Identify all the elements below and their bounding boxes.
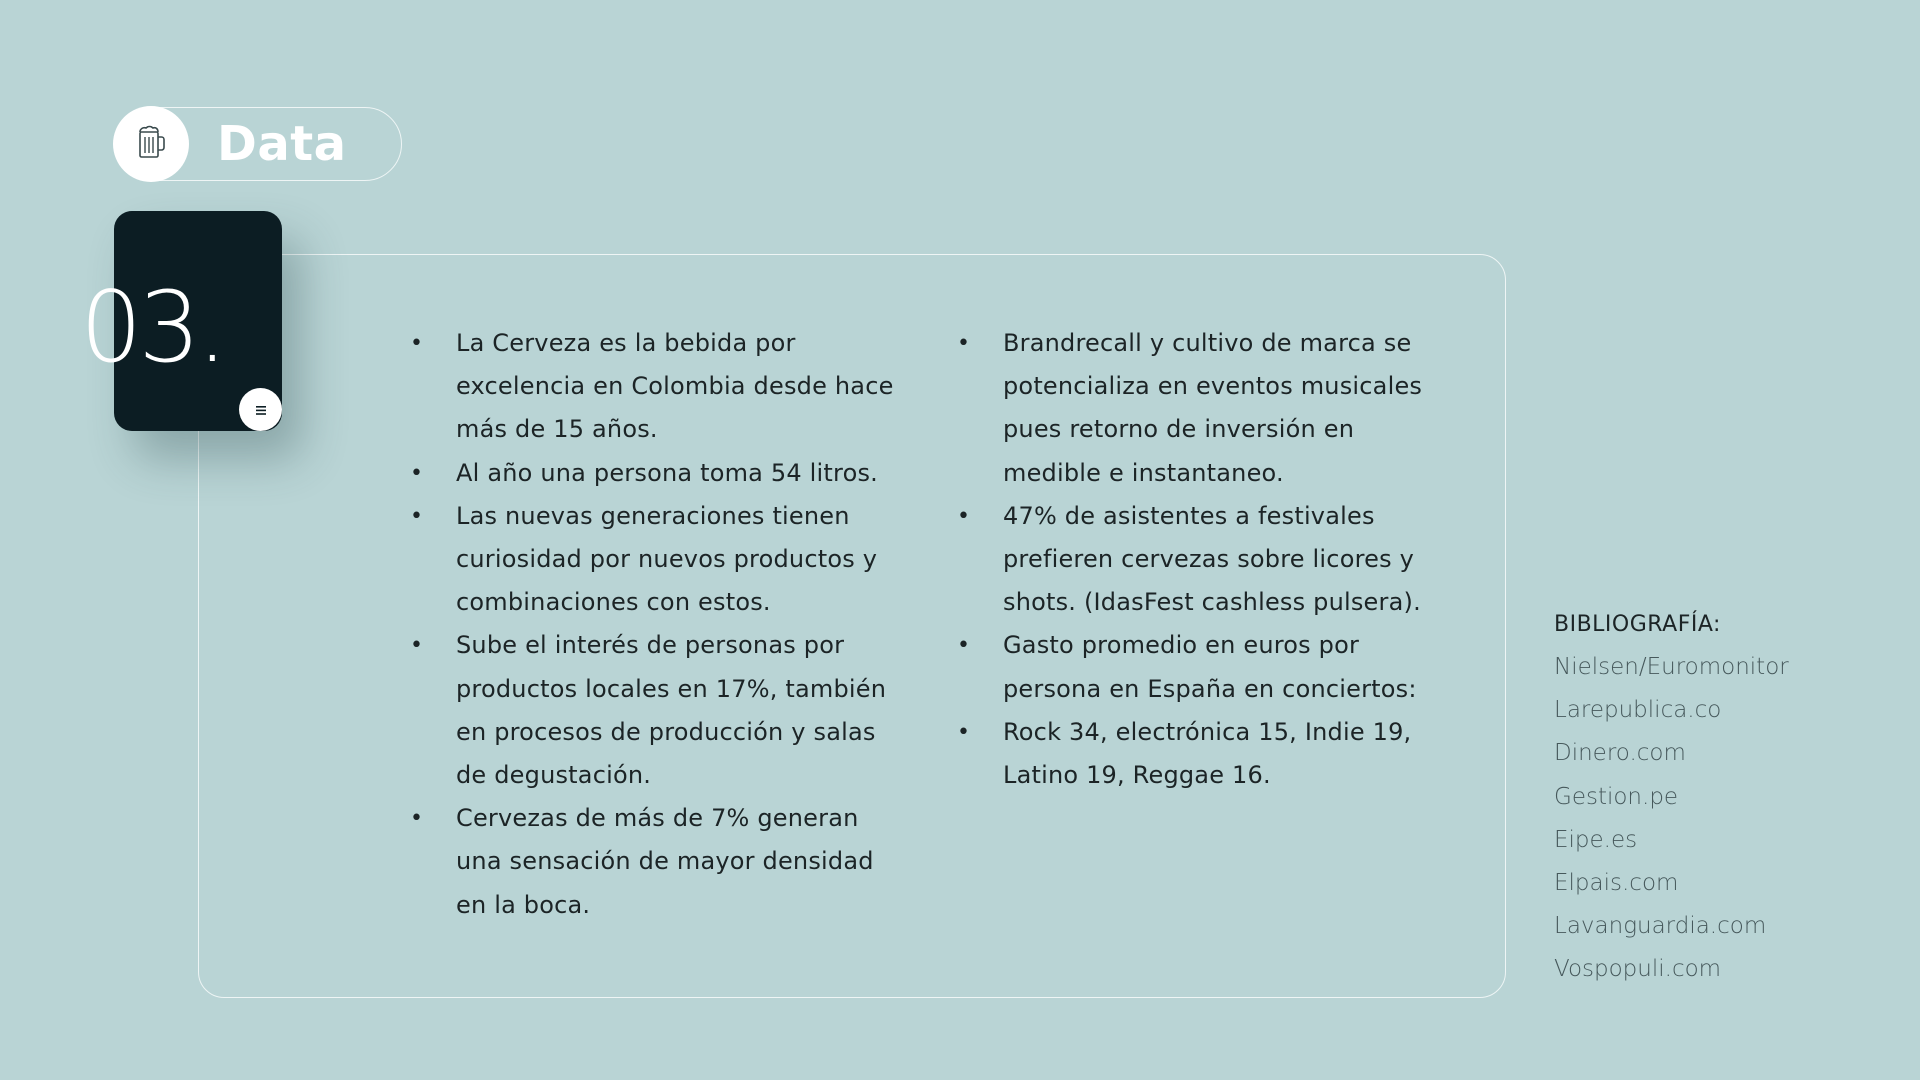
page-title: Data xyxy=(217,116,347,172)
list-item: • Sube el interés de personas por productos locales en 17%, también en procesos de producción y salas de degustación. xyxy=(410,624,910,797)
menu-button[interactable] xyxy=(239,388,282,431)
list-item: • Rock 34, electrónica 15, Indie 19, Latino 19, Reggae 16. xyxy=(957,711,1427,797)
right-bullet-list xyxy=(957,322,1427,797)
list-item: • Cervezas de más de 7% generan una sensación de mayor densidad en la boca. xyxy=(410,797,910,927)
left-bullet-list xyxy=(410,322,910,927)
menu-icon xyxy=(256,400,266,419)
bibliography-source: Vospopuli.com xyxy=(1554,956,1722,983)
list-item: • Las nuevas generaciones tienen curiosidad por nuevos productos y combinaciones con estos. xyxy=(410,495,910,625)
list-item: • Gasto promedio en euros por persona en España en conciertos: xyxy=(957,624,1427,710)
section-header-pill xyxy=(114,107,402,181)
bibliography-title: BIBLIOGRAFÍA: xyxy=(1554,612,1721,637)
list-item: • Al año una persona toma 54 litros. xyxy=(410,452,910,495)
bibliography-source: Elpais.com xyxy=(1554,870,1679,897)
list-item: • 47% de asistentes a festivales prefieren cervezas sobre licores y shots. (IdasFest cashless pulsera). xyxy=(957,495,1427,625)
bibliography-source: Dinero.com xyxy=(1554,740,1686,767)
list-item: • La Cerveza es la bebida por excelencia en Colombia desde hace más de 15 años. xyxy=(410,322,910,452)
bibliography-source: Nielsen/Euromonitor xyxy=(1554,654,1789,680)
bibliography xyxy=(1554,603,1789,992)
bibliography-source: Lavanguardia.com xyxy=(1554,913,1767,940)
section-number: 03. xyxy=(80,271,224,385)
header-icon-circle xyxy=(113,106,189,182)
bibliography-list xyxy=(1554,646,1789,992)
bibliography-source: Eipe.es xyxy=(1554,826,1638,853)
bibliography-source: Larepublica.co xyxy=(1554,697,1722,724)
beer-mug-icon xyxy=(136,124,166,164)
bibliography-source: Gestion.pe xyxy=(1554,783,1679,810)
list-item: • Brandrecall y cultivo de marca se potencializa en eventos musicales pues retorno de inversión en medible e instantaneo. xyxy=(957,322,1427,495)
